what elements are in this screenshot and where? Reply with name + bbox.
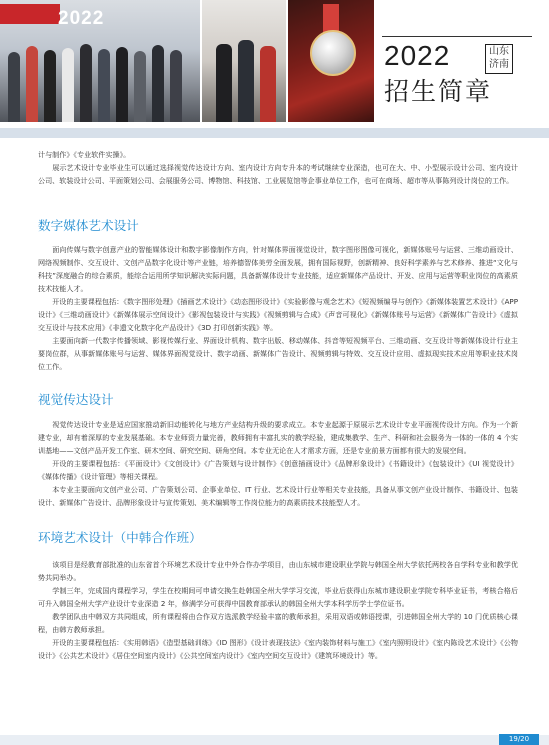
paragraph: 计与制作》《专业软件实操》。 — [38, 150, 131, 159]
brochure-title — [382, 36, 537, 106]
intro-block — [38, 148, 518, 187]
person — [216, 44, 232, 122]
group-photo — [0, 0, 200, 122]
person — [152, 45, 164, 122]
section-visual-communication — [38, 418, 518, 509]
paragraph: 学制三年，完成国内课程学习，学生在校期间可申请交换生赴韩国全州大学学习交流，毕业后获得山东城市建设职业学院专科毕业证书，考核合格后可升入韩国全州大学产业设计专业深造 2 年，修满学分可获得中国教育部承认的韩国全州大学本科学历学士学位证书。 — [38, 586, 518, 608]
paragraph: 面向传媒与数字创意产业的智能媒体设计和数字影像制作方向，针对媒体界面视觉设计，数字图形图像可视化，新媒体账号与运营、三维动画设计、网络视频制作、交互设计、文创产品数字化设计等产业链，培养德智体美劳全面发展，拥有国际视野，创新精神、良好科学素养与艺术修养、推进“文化与科技”深度融合的综合素质，能综合运用所学知识解决实际问题，具备新媒体设计专业技能，适应新媒体产品设计、开发、应用与运营等职业岗位的高素质技术技能人才。 — [38, 245, 518, 293]
section-heading-digital-media: 数字媒体艺术设计 — [38, 218, 139, 233]
paragraph: 开设的主要课程包括：《实用韩语》《造型基础训练》《ID 图形》《设计表现技法》《室内装饰材料与施工》《室内照明设计》《室内陈设艺术设计》《公物设计》《公共艺术设计》《居住空间室内设计》《公共空间室内设计》《室内空间交互设计》《建筑环境设计》等。 — [38, 638, 518, 660]
page-number: 19/20 — [499, 734, 539, 745]
person — [134, 51, 146, 122]
paragraph: 主要面向新一代数字传播领域、影视传媒行业、界面设计机构、数字出版、移动媒体、抖音等短视频平台、三维动画、交互设计等新媒体设计行业主要岗位群，从事新媒体账号与运营、媒体界面视觉设计、数字动画、新媒体广告设计、视频剪辑与特效、交互设计应用、虚拟现实技术应用等职业技术岗位工作。 — [38, 336, 518, 371]
banner-text: 2022 — [58, 8, 105, 29]
section-heading-visual-communication: 视觉传达设计 — [38, 392, 114, 407]
person — [116, 47, 128, 122]
medal — [310, 30, 356, 76]
footer-bar — [0, 735, 549, 745]
person — [62, 48, 74, 122]
title-location: 山东济南 — [485, 44, 513, 74]
award-photo — [202, 0, 286, 122]
person — [8, 52, 20, 122]
paragraph: 教学团队由中韩双方共同组成，所有课程将由合作双方选派教学经验丰富的教师承担，采用双语或韩语授课，引进韩国全州大学的 10 门优质核心课程，由韩方教师承担。 — [38, 612, 518, 634]
paragraph: 开设的主要课程包括：《数字图形处理》《插画艺术设计》《动态图形设计》《实验影像与观念艺术》《短视频编导与创作》《新媒体装置艺术设计》《APP 设计》《三维动画设计》《新媒体展示空间设计》《影视包装设计与实践》《视频剪辑与合成》《声音可视化》《新媒体账号与运营》《新媒体广告设计》《虚拟交互设计与技术应用》《非遗文化数字化产品设计》《3D 打印创新实践》等。 — [38, 297, 518, 332]
medal-photo — [288, 0, 374, 122]
paragraph: 本专业主要面向文创产业公司、广告策划公司、企事业单位、IT 行业、艺术设计行业等相关专业技能，具备从事文创产业设计制作、书籍设计、包装设计、新媒体广告设计、品牌形象设计与宣传策划、美术编辑等工作岗位能力的高素质技术技能型人才。 — [38, 485, 518, 507]
header — [0, 0, 549, 122]
paragraph: 视觉传达设计专业是适应国家推动新旧动能转化与地方产业结构升级的要求成立。本专业起源于原展示艺术设计专业平面视传设计方向。作为一个新建专业，却有着深厚的专业发展基础。本专业师资力量完善，教师拥有丰富扎实的教学经验，建成集教学、生产、科研和社会服务为一体的一体的 4 个实训基地——文创产品开发工作室、研木空间、研究空间、研角空间。本专业无论在人才需求方面，还是专业前景方面都有很大的发展空间。 — [38, 420, 518, 455]
person — [238, 40, 254, 122]
paragraph: 该项目是经教育部批准的山东省首个环境艺术设计专业中外合作办学项目，由山东城市建设职业学院与韩国全州大学依托两校各自学科专业和教学优势共同举办。 — [38, 560, 518, 582]
section-digital-media — [38, 243, 518, 373]
paragraph: 展示艺术设计专业毕业生可以通过选择视觉传达设计方向、室内设计方向专升本的考试继续专业深造，也可在大、中、小型展示设计公司、室内设计公司、软装设计公司、平面策划公司、会展服务公司、博物馆、科技馆、工业展览馆等企事业单位工作，也可在商场、超市等从事陈列设计岗位的工作。 — [38, 163, 518, 185]
title-main: 招生简章 — [384, 77, 493, 106]
person — [170, 50, 182, 122]
section-environmental-art — [38, 558, 518, 662]
divider-band — [0, 128, 549, 138]
person — [98, 49, 110, 122]
paragraph: 开设的主要课程包括：《平面设计》《文创设计》《广告策划与设计制作》《创意插画设计》《品牌形象设计》《书籍设计》《包装设计》《UI 视觉设计》《媒体传播》《设计管理》等相关课程。 — [38, 459, 518, 481]
person — [26, 46, 38, 122]
title-year: 2022 — [384, 40, 451, 71]
person — [260, 46, 276, 122]
section-heading-environmental-art: 环境艺术设计（中韩合作班） — [38, 530, 202, 545]
title-rule — [382, 36, 532, 37]
person — [44, 50, 56, 122]
banner-strip — [0, 4, 60, 24]
person — [80, 44, 92, 122]
